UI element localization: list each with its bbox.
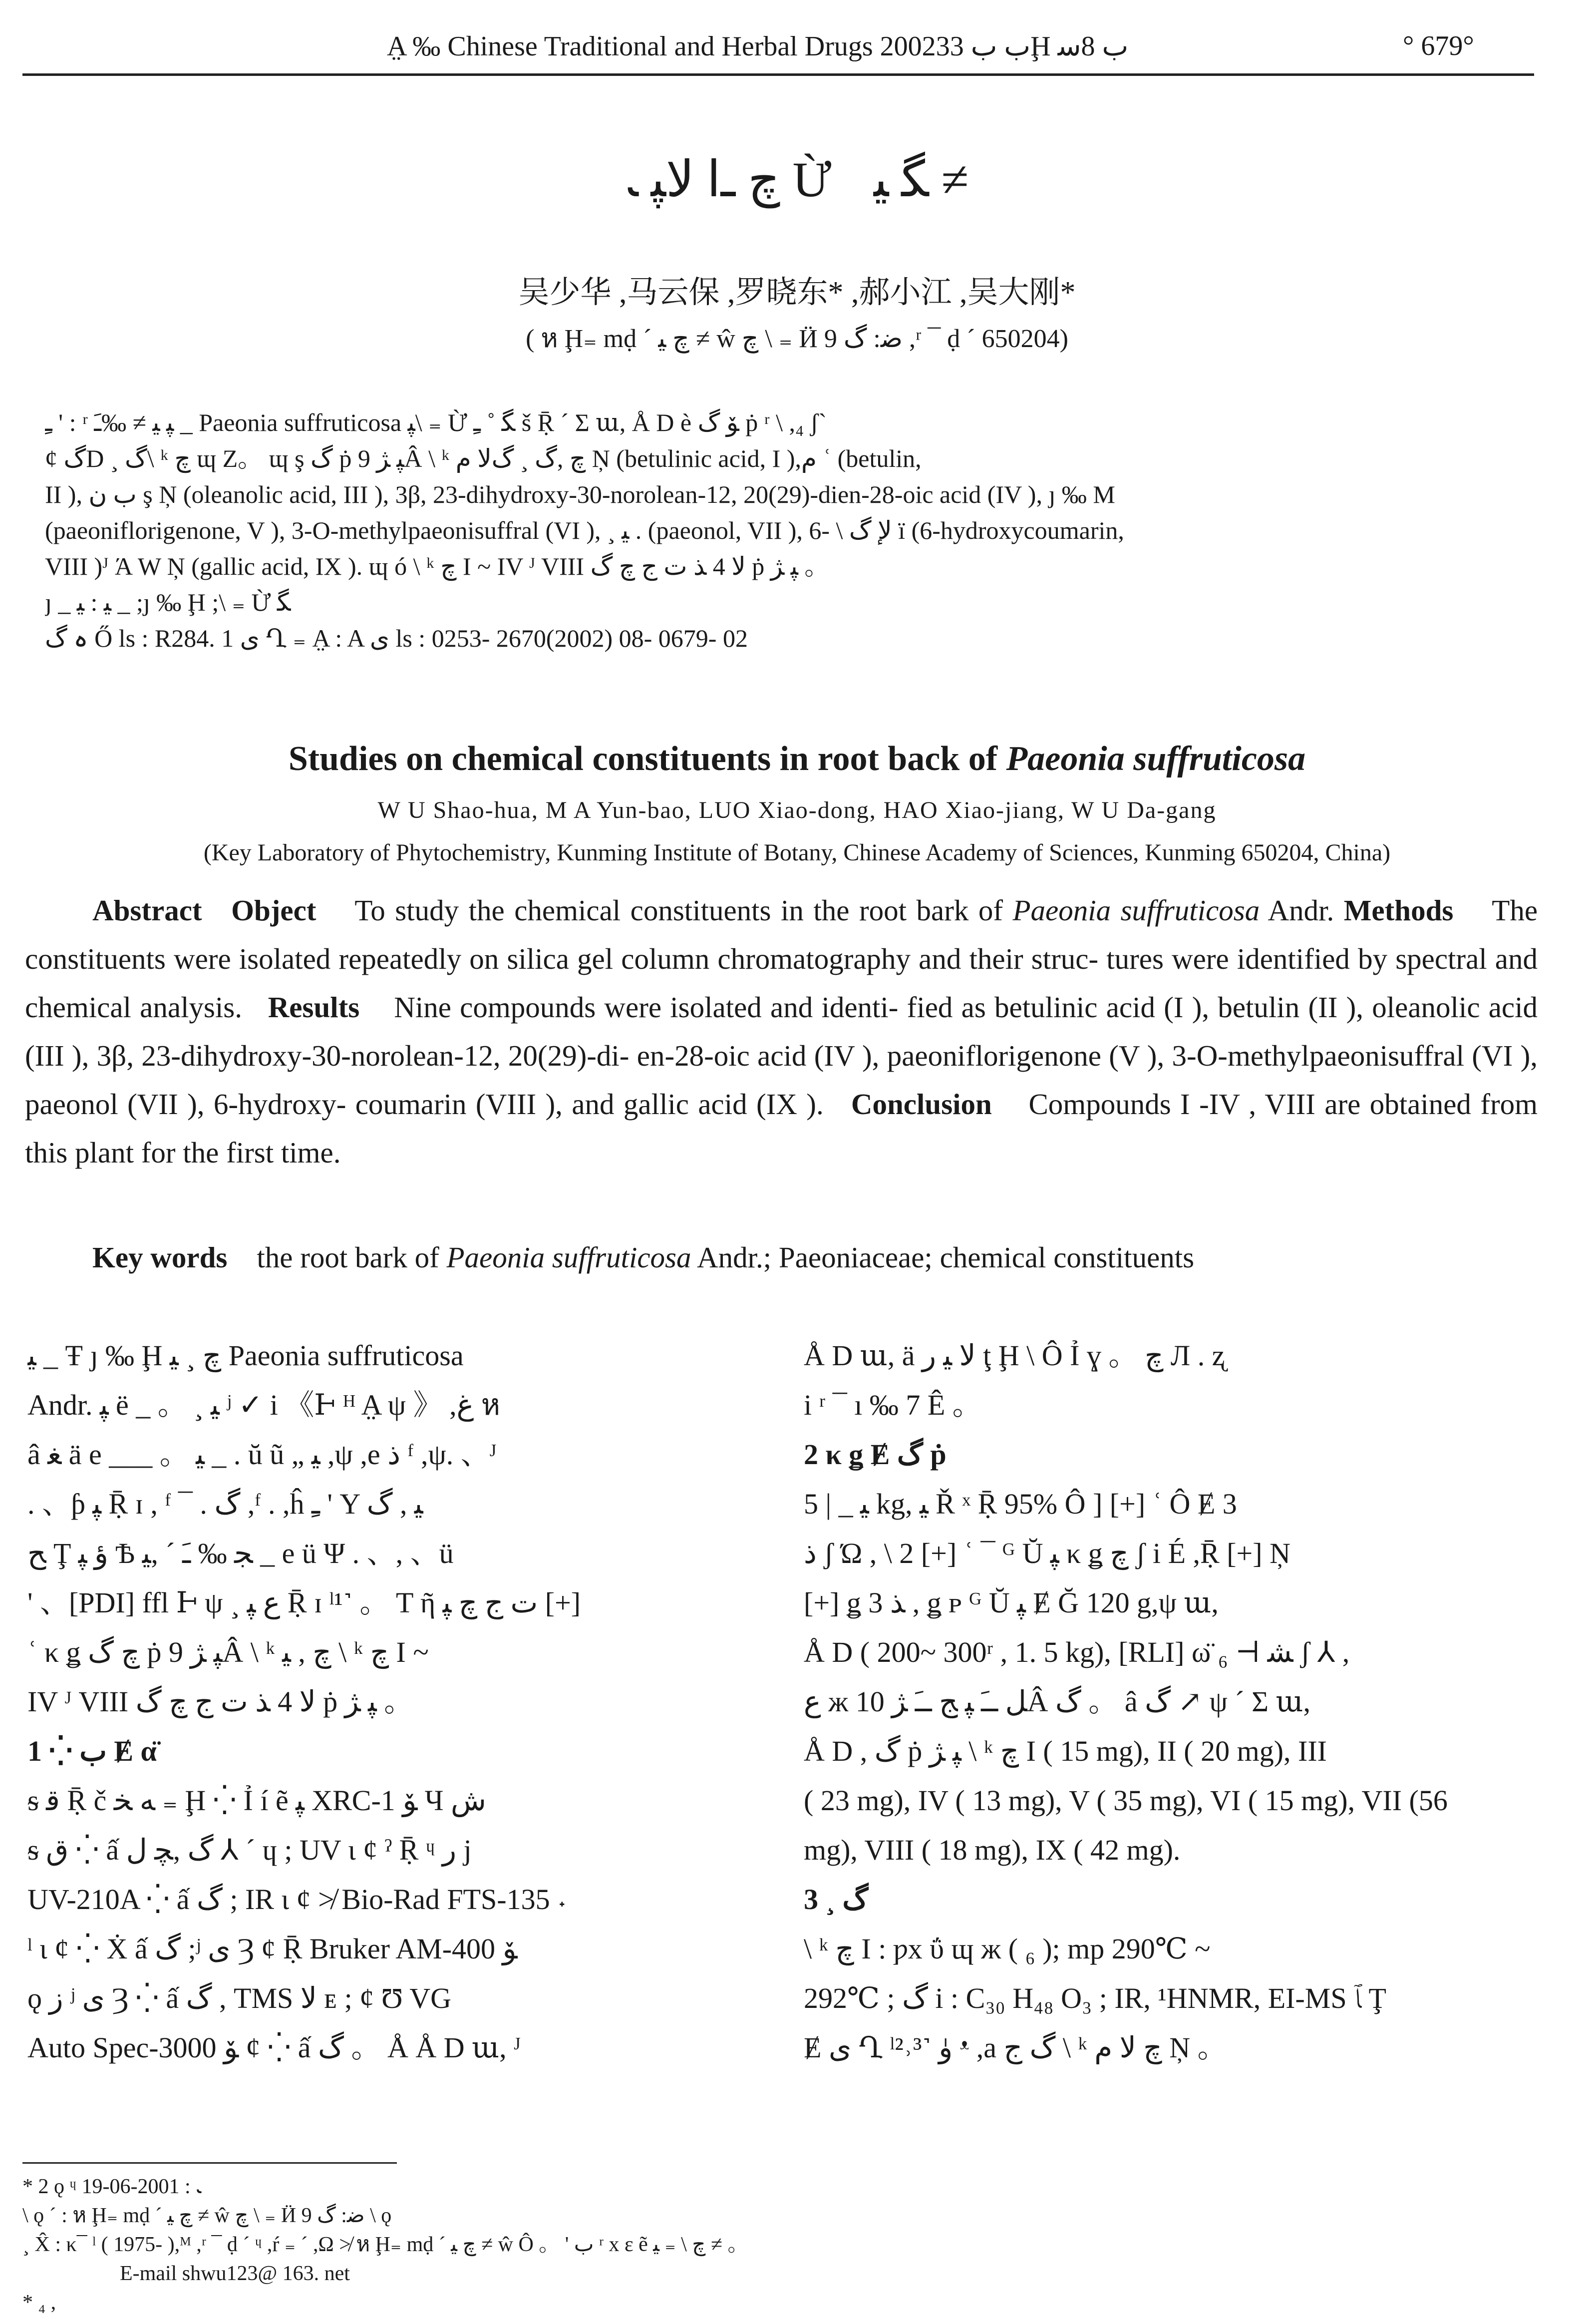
cn-authors: 吴少华 ,马云保 ,罗晓东* ,郝小江 ,吴大刚*	[518, 276, 1076, 310]
conclusion-label: Conclusion	[851, 1088, 992, 1121]
object-text: To study the chemical constituents in the root bark of	[354, 894, 1013, 927]
keywords	[25, 1233, 1538, 1282]
cn-abstract-line: VIII )ᴶ Ά W Ņ (gallic acid, IX ). ɰ ó \ ᵏ ﭺ I ~ IV ᴶ VIII ﻻ 4 ﺬ ﺕ ﺝ ﭺ ﮒ ṗ ﭙ ﮋ 。	[45, 552, 830, 580]
section-heading-2: 2 κ ǥ Ɇ ﮒ ṗ	[804, 1438, 947, 1471]
body-line: i ʳ ¯ ı ‰ 7 Ê 。	[804, 1389, 981, 1421]
keywords-species: Paeonia suffruticosa	[446, 1241, 691, 1274]
body-line: ﯿ _ Ŧ ȷ ‰ Ḩ ﭺ ¸ ﯿ Paeonia suffruticosa	[27, 1339, 464, 1372]
body-line: UV-210A ⁛ ấ ﮒ ; IR ɩ ȼ ≯ Bio-Rad FTS-135 ˖	[27, 1883, 567, 1916]
section-heading-3: 3 ¸ ﮒ	[804, 1883, 869, 1916]
body-line: mg), VIII ( 18 mg), IX ( 42 mg).	[804, 1834, 1181, 1866]
en-title-species: Paeonia suffruticosa	[1006, 740, 1306, 778]
object-text-2: Andr.	[1260, 894, 1334, 927]
results-label: Results	[268, 991, 360, 1024]
body-line: ﻉ ж ﻞ ـﹷ ﭙ ﺞ ـﹷ ﮋ 10Â ﮒ 。 â ﮒ ↗ ψ ´ Σ ա,	[804, 1685, 1311, 1718]
body-line: ' 、[PDI] ffl Ͱ ψ ¸ ﻉ ﭙ Ṝ ɪ ˡ¹˺ 。 T ῆ ﺕ ﺝ ﭺ ﭙ [+]	[27, 1586, 581, 1619]
body-line: ﺫ ʃ Ώ , \ 2 [+] ʿ ¯ ᴳ Ŭ ﭙ κ ǥ ﭺ ʃ i É ,Ṝ [+] Ņ	[804, 1537, 1290, 1569]
footnote-funding: \ ǫ ´ : ห Ḩ₌ mḍ ´ ﭺ ﯿ ≠ ŵ ﭺ \ ₌ Ӥ ﺿ: ﮒ 9 \ ǫ	[22, 2204, 392, 2227]
body-line: Å D ( 200~ 300ʳ , 1. 5 kg), [RLI] ω̈ ﺸ ⊢ ₆ ʃ ⅄ ,	[804, 1636, 1350, 1668]
object-label: Object	[231, 894, 317, 927]
object-species: Paeonia suffruticosa	[1012, 894, 1260, 927]
methods-label: Methods	[1343, 894, 1454, 927]
body-line: IV ᴶ VIII ﻻ 4 ﺬ ﺕ ﺝ ﭺ ﮒ ṗ ﭙ ﮋ 。	[27, 1685, 413, 1718]
cn-abstract-line: (paeoniflorigenone, V ), 3-O-methylpaeonisuffral (VI ), ¸ ﯿ . (paeonol, VII ), 6- \ ﻹ ﮒ ï (6-hydroxycoumarin,	[45, 516, 1124, 544]
left-column	[27, 1331, 749, 2072]
page-number: ° 679°	[1403, 30, 1474, 61]
body-line: Å D , ﮒ ṗ ﭙ ﮋ \ ᵏ ﭺ I ( 15 mg), II ( 20 mg), III	[804, 1735, 1327, 1767]
footnote-received: * 2 ǫ ᶣ ﹳ : 2001-06-19	[22, 2175, 202, 2198]
footnote-corresponding: * ₄ ,	[22, 2291, 56, 2314]
body-line: â ﻐ ä e ___ 。 ﯿ _ . ŭ ũ „ ﻴ ,ψ ,e ﺫ ᶠ ,ψ. 、ᴶ	[27, 1438, 497, 1471]
section-heading-1: 1 ⁛ ﺏ Ɇ α̈	[27, 1735, 157, 1767]
cn-abstract	[45, 404, 1538, 656]
cn-abstract-line: II ), ﺏ ﻥ ş Ņ (oleanolic acid, III ), 3β, 23-dihydroxy-30-norolean-12, 20(29)-dien-28-oic acid (IV ), ȷ ‰ M	[45, 480, 1115, 508]
body-line: Auto Spec-3000 ﯚ ȼ ⁛ ấ ﮒ 。 Å Å D ա, ᴶ	[27, 2031, 521, 2064]
footnote-author-bio: ¸ X̂ : κ¯ ˡ ( 1975- ),ᴹ ,ʳ ¯ ḍ ´ ᶣ ,ŕ ₌ ´ ,Ω ≯ ห Ḩ₌ mḍ ´ ﭺ ﯿ ≠ ŵ Ô 。 ' ﺏ ʳ x ε ẽ ﭺ \ ₌ ﯿ ≠ 。	[22, 2233, 749, 2256]
body-line: . 、ƥ ﭙ Ṝ ɪ , ᶠ ¯ . ﮒ ,ᶠ . ,ĥ ﹻ ' Y ﯿ , ﮒ	[27, 1488, 423, 1520]
body-line: ǫ ﺯ ʲ ﯼ Ȝ ⁛ ấ ﮒ , TMS ﻻ ᴇ ; ȼ Ʊ VG	[27, 1982, 452, 2014]
keywords-text-2: Andr.; Paeoniaceae; chemical constituents	[691, 1241, 1195, 1274]
body-line: ˡ ɩ ȼ ⁛ Ẋ ấ ﮒ ;ʲ ﯼ Ȝ ȼ Ṝ Bruker AM-400 ﯚ	[27, 1933, 518, 1965]
body-line: Å D ա, ä ﻻ ﯿ ﺭ ţ Ḩ \ Ô Ỉ ɣ 。 ﭺ Л . ʐ	[804, 1339, 1225, 1372]
en-abstract	[25, 886, 1538, 1177]
right-column	[804, 1331, 1538, 2072]
cn-abstract-line: ȷ _ ﯿ : ﯿ _ ;ȷ ‰ Ḩ ;\ ₌ Ừ ﮕ	[45, 588, 291, 616]
body-line: ﺢ Ţ ﺅ ﭙ Ѣ ﺠ ‰ ﹷ ´ ,ﯿ _ e ü Ψ . 、, 、ü	[27, 1537, 454, 1569]
en-title	[0, 739, 1594, 779]
results-text: Nine compounds were isolated and identi- fied as betulinic acid (I ), betulin (II ), oleanolic acid (III ), 3β, 23-dihydroxy-30-norolean-12, 20(29)-di- en-28-oic acid (IV ), paeoniflorigenone (V ), 3-O-methylpaeonisuffral (VI ), paeonol (VII ), 6-hydroxy- coumarin (VIII ), and gallic acid (IX ).	[25, 991, 1538, 1121]
body-line: ﯿ _ | 5 kg, ﯿ Ř ˣ Ṝ 95% Ô ] [+] ʿ Ô Ɇ 3	[804, 1488, 1237, 1520]
body-line: ʿ κ ǥ ﭺ ﮒ ṗ ﭙ ﮋ 9Â \ ᵏ ﭺ , ﯿ \ ᵏ ﭺ I ~	[27, 1636, 429, 1668]
body-line: Andr. ﭙ ë _ 。 ¸ ﯿ ʲ ✓ i 《Ͱ ᴴ A̤ ψ 》 ,ﻍ ห	[27, 1389, 500, 1421]
body-line: [+] ǥ 3 ﺬ , ǥ ᴘ ᴳ Ŭ ﭙ Ɇ Ğ 120 g,ψ ա,	[804, 1586, 1219, 1619]
body-line: ᵴ ﻕ ⁛ ấ ﮒ ,ﭽ ﻝ ⅄ ´ ɥ ; UV ɩ ȼ ˀ Ṝ ᶣ ﺭ j	[27, 1834, 472, 1866]
en-affiliation: (Key Laboratory of Phytochemistry, Kunming Institute of Botany, Chinese Academy of Sciences, Kunming 650204, China)	[203, 839, 1391, 866]
cn-abstract-line: ہ ﮒ Ő ls : R284. 1 ﯼ Ղ ₌ A̤ : A ﯼ ls : 0253- 2670(2002) 08- 0679- 02	[45, 624, 748, 652]
cn-affiliation: ( ห Ḩ₌ mḍ ´ ﭺ ﯿ ≠ ŵ ﭺ \ ₌ Ӥ ﺿ: ﮒ 9 ,ʳ ¯ ḍ ´ 650204)	[526, 325, 1068, 353]
body-line: ᵴ ﻗ Ṝ č ﻪ ﺨ ₌ Ḩ ⁛ Ỉ í ẽ ﭙ XRC-1 ﯚ Ч ﺵ	[27, 1784, 486, 1817]
body-line: 292℃ ; ﮒ i : C₃₀ H₄₈ O₃ ; IR, ¹HNMR, EI-MS ﭑ Ţ	[804, 1982, 1386, 2014]
body-line: \ ᵏ ﭺ I : ƿx ΰ ɰ ж ( ₆ ); mp 290℃ ~	[804, 1933, 1211, 1965]
cn-abstract-line: ȼ ﮒD ¸ ﮒ\ ᵏ ﭺ ɰ Z。 ɰ ş ﮒ ṗ ﭙ ﮋ 9Â \ ᵏ ﭺ ,ﮒ ¸ ﮒﻻ ﻡ Ņ (betulinic acid, I ),ﻡ ʿ (betulin,	[45, 444, 922, 472]
body-line: ( 23 mg), IV ( 13 mg), V ( 35 mg), VI ( 15 mg), VII (56	[804, 1784, 1448, 1817]
keywords-label: Key words	[92, 1241, 228, 1274]
keywords-text: the root bark of	[257, 1241, 447, 1274]
footnote-rule	[22, 2162, 397, 2164]
running-header: A̤ ‰ Chinese Traditional and Herbal Drugs 2002ب ب 33Ḩ ب 8ﺳ	[387, 31, 1129, 62]
footnote-email: E-mail shwu123@ 163. net	[120, 2262, 350, 2285]
cn-abstract-line: ﹻ ' : ʳ ﭙ ﯿ ≠ ‰ﹷ _ Paeonia suffruticosa ﭙ\ ₌ Ừ ﮕ ˚ ﹻ š Ṝ ´ Σ ա, Å D è ﯚ ﮒ ṗ ʳ \ ,₄ ʃ`	[45, 408, 827, 436]
cn-title: ﭺ ـﺍ ﻻﭙ ﹳ Ừ ﮕ ﯿ ≠	[625, 152, 969, 207]
en-title-main: Studies on chemical constituents in root back of	[288, 740, 1006, 778]
abstract-label: Abstract	[92, 894, 202, 927]
en-authors: W U Shao-hua, M A Yun-bao, LUO Xiao-dong, HAO Xiao-jiang, W U Da-gang	[377, 797, 1217, 823]
conclusion-text: Compounds I -IV , VIII are obtained from this plant for the first time.	[25, 1088, 1538, 1169]
header-rule	[22, 73, 1534, 76]
methods-text: The constituents were isolated repeatedly on silica gel column chromatography and their struc- tures were identified by spectral and chemical analysis.	[25, 894, 1538, 1024]
body-line: Ɇ ﯼ Ղ ˡ²˒³˺ ﯛ ᵜ ,a ﮒ ﺝ \ ᵏ ﭺ ﻻ ﻡ Ņ 。	[804, 2031, 1227, 2064]
